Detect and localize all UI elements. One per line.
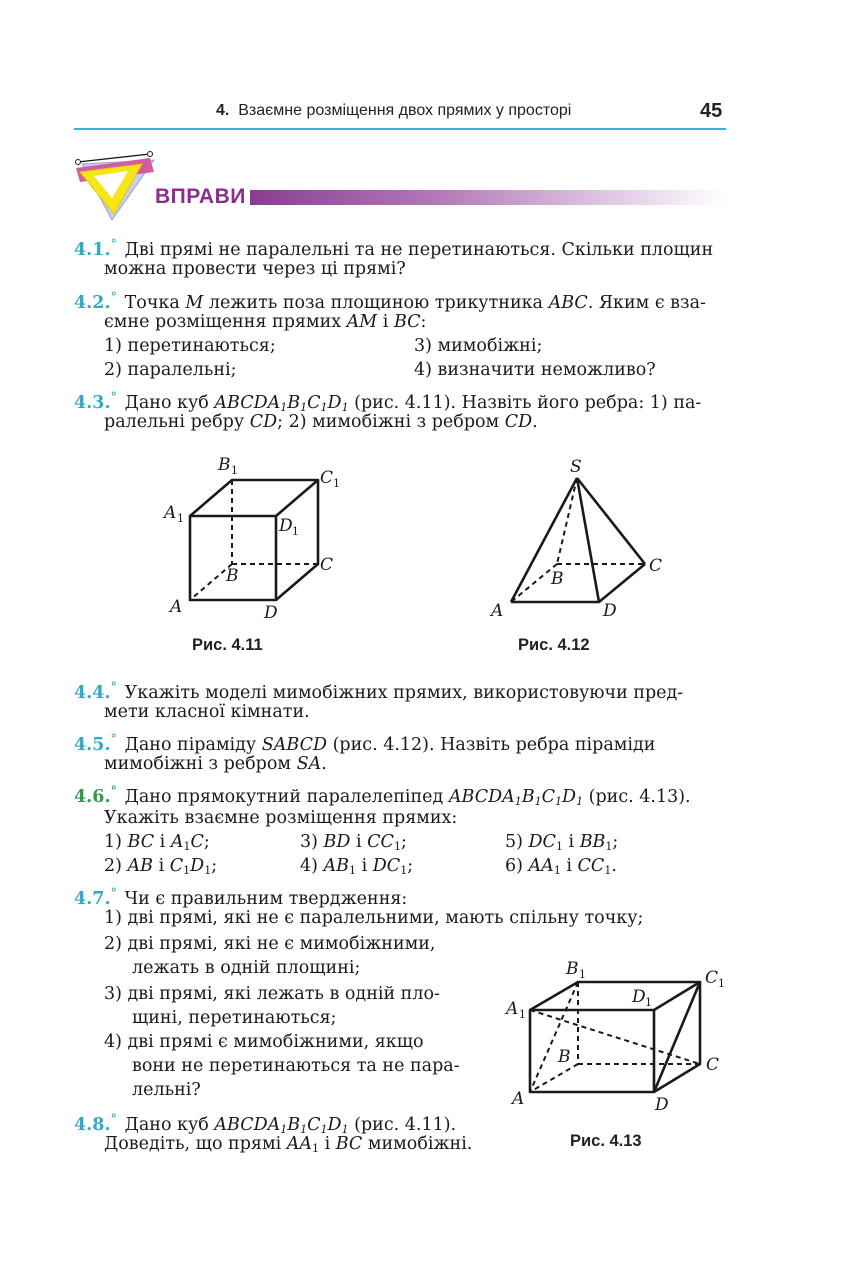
svg-text:1: 1: [333, 477, 340, 490]
chapter-title: Взаємне розміщення двох прямих у просторі: [238, 102, 572, 119]
option-4: 4) визначити неможливо?: [414, 360, 656, 380]
header-rule: [74, 128, 726, 130]
exercise-number: 4.6.: [74, 786, 111, 807]
exercise-4-3-line1: 4.3.° Дано куб $ABCDA_1B_1C_1D_1$ (рис. 4.11). Назвіть його ребра: 1) па-: [74, 390, 702, 414]
label-S: S: [570, 457, 582, 477]
exercise-4-7-intro: 4.7.° Чи є правильним твердження:: [74, 886, 408, 909]
exercise-4-1-line1: 4.1.° Дві прямі не паралельні та не перетинаються. Скільки площин: [74, 237, 714, 260]
svg-text:1: 1: [519, 1008, 526, 1021]
label-C1: C: [705, 968, 719, 988]
exercise-number: 4.3.: [74, 392, 111, 413]
label-D: D: [603, 601, 617, 621]
label-B1: B: [218, 455, 231, 475]
exercise-number: 4.7.: [74, 888, 111, 909]
option-1: 1) перетинаються;: [104, 336, 276, 356]
ex47-item-2b: лежать в одній площині;: [132, 958, 361, 978]
exercise-number: 4.5.: [74, 734, 111, 755]
chapter-number: 4.: [216, 102, 230, 119]
ex47-item-4c: лельні?: [132, 1080, 201, 1100]
ex47-item-3a: 3) дві прямі, які лежать в одній пло-: [104, 984, 440, 1004]
figure-4-12-caption: Рис. 4.12: [518, 636, 590, 654]
label-C: C: [320, 555, 334, 575]
label-C1: C: [320, 468, 334, 488]
figure-4-11-caption: Рис. 4.11: [192, 636, 263, 654]
label-A1: A: [164, 503, 177, 523]
exercise-4-8-line1: 4.8.° Дано куб $ABCDA_1B_1C_1D_1$ (рис. 4.11).: [74, 1112, 457, 1136]
running-header: [216, 102, 571, 120]
ex46-option-2: 2) AB і $C_1D_1$;: [104, 856, 218, 877]
label-B: B: [551, 569, 564, 589]
exercise-4-8-line2: Доведіть, що прямі $AA_1$ і BC мимобіжні.: [104, 1134, 473, 1155]
ex47-item-1: 1) дві прямі, які не є паралельними, мають спільну точку;: [104, 908, 644, 928]
ex46-option-4: 4) $AB_1$ і $DC_1$;: [300, 856, 414, 877]
label-A: A: [512, 1089, 525, 1109]
exercise-4-2-line1: 4.2.° Точка M лежить поза площиною трикутника ABC. Яким є вза-: [74, 290, 706, 313]
svg-text:1: 1: [231, 464, 238, 477]
svg-text:1: 1: [579, 968, 586, 981]
label-A1: A: [506, 999, 519, 1019]
svg-text:1: 1: [718, 977, 725, 990]
label-D1: D: [279, 516, 293, 536]
label-D: D: [264, 603, 278, 623]
figure-4-13-parallelepiped: [500, 950, 740, 1120]
ex47-item-4b: вони не перетинаються та не пара-: [132, 1056, 460, 1076]
option-3: 3) мимобіжні;: [414, 336, 543, 356]
ex46-option-1: 1) BC і $A_1C$;: [104, 832, 210, 853]
ex46-option-3: 3) BD і $CC_1$;: [300, 832, 407, 853]
svg-text:1: 1: [645, 996, 652, 1009]
label-B1: B: [566, 959, 579, 979]
svg-text:1: 1: [292, 525, 299, 538]
ex46-option-6: 6) $AA_1$ і $CC_1$.: [505, 856, 617, 877]
svg-text:1: 1: [177, 512, 184, 525]
label-B: B: [226, 566, 239, 586]
exercise-4-6-line2: Укажіть взаємне розміщення прямих:: [104, 808, 458, 828]
label-D1: D: [632, 987, 646, 1007]
label-A: A: [491, 601, 504, 621]
exercise-number: 4.8.: [74, 1114, 111, 1135]
figure-4-11-cube: [160, 450, 360, 630]
section-title-bar: [250, 190, 726, 205]
exercise-4-6-line1: 4.6.° Дано прямокутний паралелепіпед $ABCDA_1B_1C_1D_1$ (рис. 4.13).: [74, 784, 691, 808]
figure-4-13-caption: Рис. 4.13: [570, 1132, 642, 1150]
triangle-ruler-icon: [72, 150, 162, 222]
exercise-4-2-line2: ємне розміщення прямих AM і BC:: [104, 312, 427, 332]
exercise-4-1-line2: можна провести через ці прямі?: [104, 259, 406, 279]
option-2: 2) паралельні;: [104, 360, 237, 380]
ex47-item-4a: 4) дві прямі є мимобіжними, якщо: [104, 1032, 424, 1052]
exercise-4-3-line2: ралельні ребру CD; 2) мимобіжні з ребром CD.: [104, 412, 538, 432]
label-C: C: [706, 1055, 720, 1075]
label-C: C: [649, 556, 663, 576]
ex47-item-3b: щині, перетинаються;: [132, 1008, 337, 1028]
exercise-number: 4.1.: [74, 239, 111, 260]
section-title: ВПРАВИ: [155, 185, 246, 208]
exercise-4-4-line2: мети класної кімнати.: [104, 702, 310, 722]
exercise-4-4-line1: 4.4.° Укажіть моделі мимобіжних прямих, використовуючи пред-: [74, 680, 684, 703]
label-B: B: [558, 1047, 571, 1067]
figure-4-12-pyramid: [485, 450, 675, 630]
exercise-number: 4.4.: [74, 682, 111, 703]
page-number: 45: [700, 100, 723, 122]
ex47-item-2a: 2) дві прямі, які не є мимобіжними,: [104, 934, 436, 954]
exercise-number: 4.2.: [74, 292, 111, 313]
label-A: A: [170, 597, 183, 617]
label-D: D: [655, 1095, 669, 1115]
exercise-4-5-line1: 4.5.° Дано піраміду SABCD (рис. 4.12). Назвіть ребра піраміди: [74, 732, 656, 755]
ex46-option-5: 5) $DC_1$ і $BB_1$;: [505, 832, 619, 853]
exercise-4-5-line2: мимобіжні з ребром SA.: [104, 754, 327, 774]
